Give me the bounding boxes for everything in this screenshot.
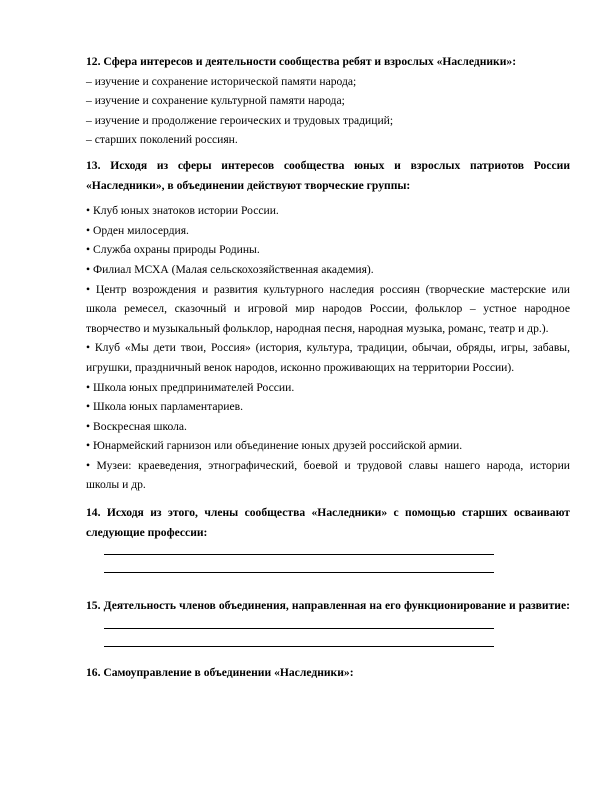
section-16-heading: 16. Самоуправление в объединении «Наследники»:	[86, 665, 354, 679]
section-15-heading: 15. Деятельность членов объединения, направленная на его функционирование и развитие:	[86, 599, 570, 613]
list-item: – старших поколений россиян.	[86, 133, 238, 147]
list-item: • Орден милосердия.	[86, 223, 189, 237]
list-item: • Воскресная школа.	[86, 419, 187, 433]
list-item: • Клуб юных знатоков истории России.	[86, 204, 279, 218]
list-item: • Филиал МСХА (Малая сельскохозяйственная академия).	[86, 262, 374, 276]
list-item: • Юнармейский гарнизон или объединение юных друзей российской армии.	[86, 439, 463, 453]
list-item: – изучение и продолжение героических и трудовых традиций;	[86, 113, 394, 127]
list-item: • Служба охраны природы Родины.	[86, 243, 260, 257]
section-12-heading: 12. Сфера интересов и деятельности сообщества ребят и взрослых «Наследники»:	[86, 55, 517, 68]
list-item: – изучение и сохранение исторической памяти народа;	[86, 74, 357, 88]
list-item: • Музеи: краеведения, этнографический, боевой и трудовой славы нашего народа, истории школы и др.	[86, 458, 570, 492]
list-item: • Клуб «Мы дети твои, Россия» (история, культура, традиции, обычаи, обряды, игры, забавы, игрушки, праздничный венок народов, исконно проживающих на территории России).	[86, 341, 570, 374]
list-item: • Центр возрождения и развития культурного наследия россиян (творческие мастерские или школа ремесел, сказочный и игровой мир народов России, фольклор – устное народное творчество и музыкальный фольклор, народная песня, народная музыка, романс, театр и др.).	[86, 282, 570, 335]
list-item: – изучение и сохранение культурной памяти народа;	[86, 94, 345, 108]
document-page	[86, 52, 570, 682]
list-item: • Школа юных предпринимателей России.	[86, 380, 295, 394]
section-14-heading: 14. Исходя из этого, члены сообщества «Наследники» с помощью старших осваивают следующие профессии:	[86, 506, 570, 539]
list-item: • Школа юных парламентариев.	[86, 400, 244, 414]
section-13-heading: 13. Исходя из сферы интересов сообщества юных и взрослых патриотов России «Наследники», в объединении действуют творческие группы:	[86, 158, 570, 192]
